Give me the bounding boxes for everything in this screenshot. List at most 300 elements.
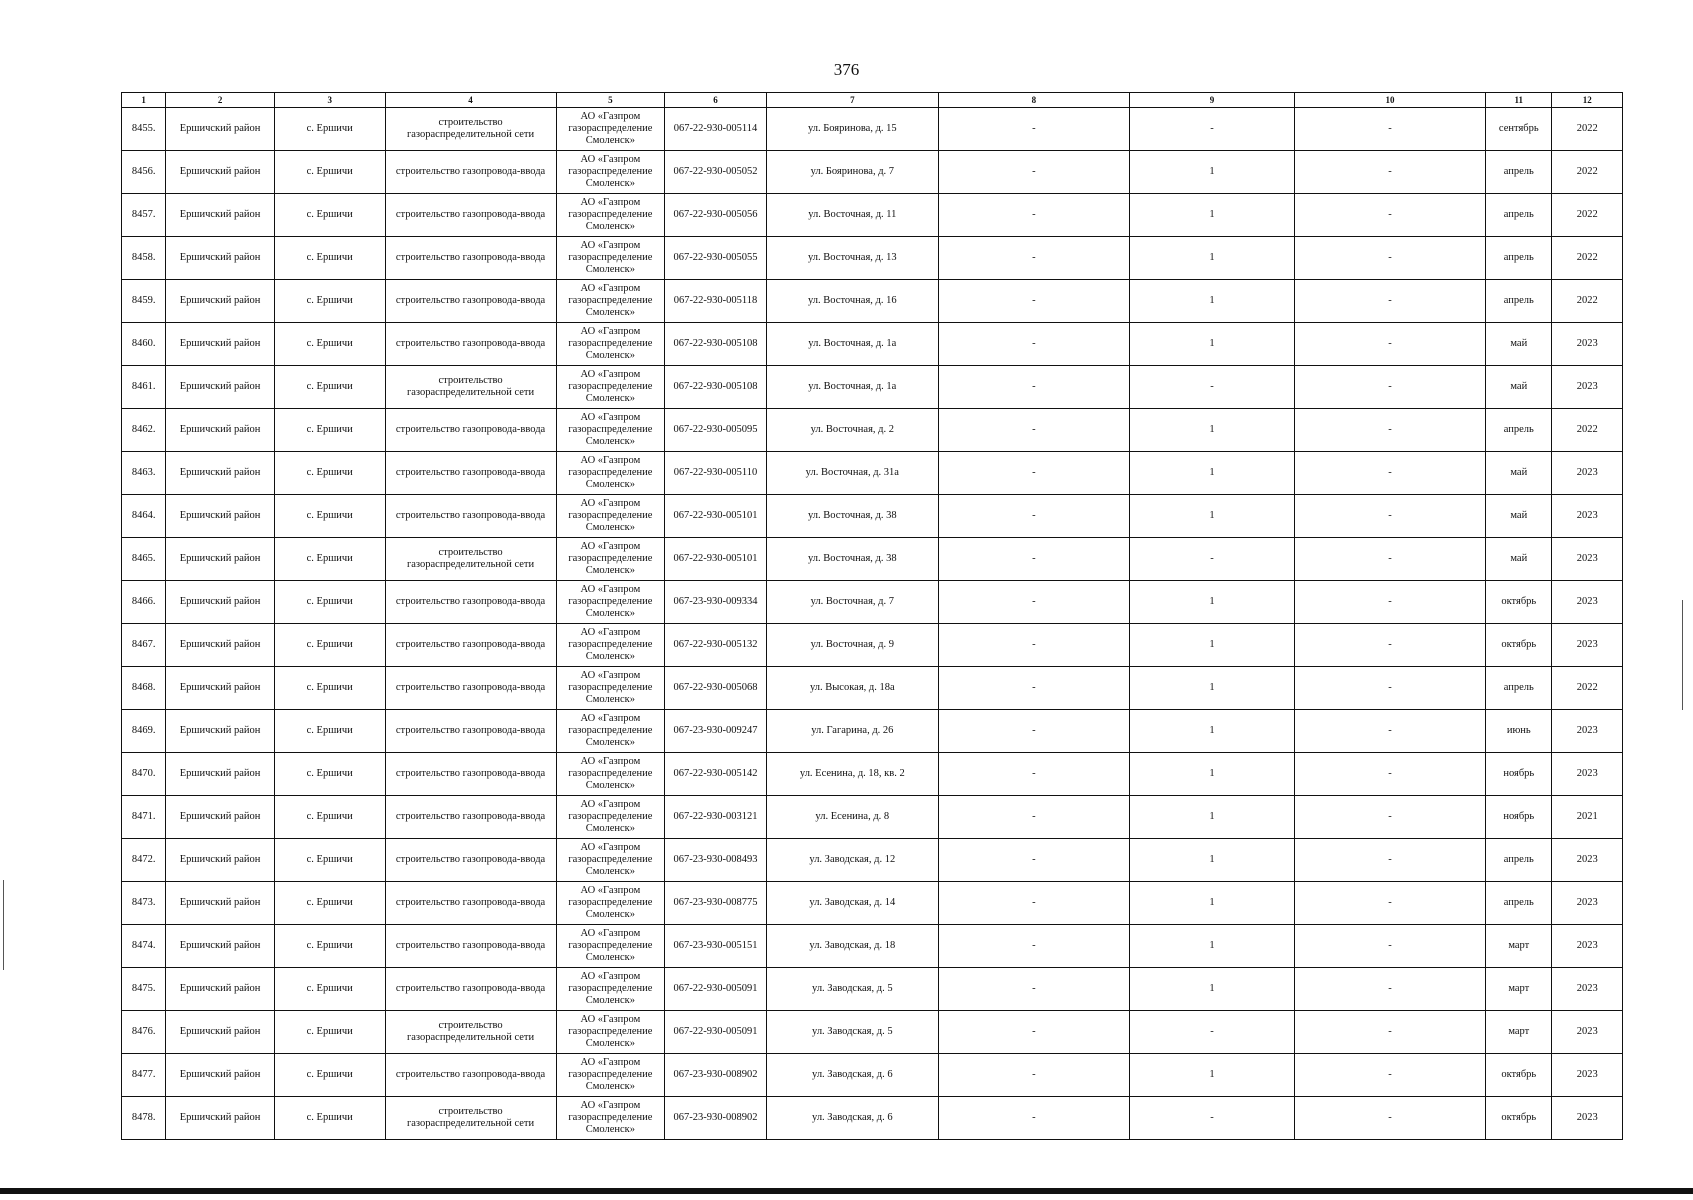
cell-code: 067-22-930-005118 [665, 280, 767, 323]
cell-company: АО «Газпром газораспределение Смоленск» [556, 667, 665, 710]
cell-address: ул. Восточная, д. 11 [766, 194, 938, 237]
cell-address: ул. Восточная, д. 1а [766, 366, 938, 409]
table-row [122, 968, 1623, 1011]
cell-col8: - [938, 753, 1129, 796]
cell-code: 067-22-930-005101 [665, 538, 767, 581]
cell-col10: - [1294, 839, 1485, 882]
cell-address: ул. Есенина, д. 8 [766, 796, 938, 839]
cell-district: Ершичский район [166, 796, 275, 839]
cell-work-type: строительство газопровода-ввода [385, 581, 556, 624]
cell-village: с. Ершичи [274, 237, 385, 280]
cell-code: 067-23-930-005151 [665, 925, 767, 968]
cell-col8: - [938, 882, 1129, 925]
cell-col10: - [1294, 1054, 1485, 1097]
cell-year: 2022 [1552, 237, 1623, 280]
column-header: 12 [1552, 93, 1623, 108]
cell-col9: 1 [1129, 323, 1294, 366]
cell-col9: - [1129, 1011, 1294, 1054]
column-header: 2 [166, 93, 275, 108]
cell-company: АО «Газпром газораспределение Смоленск» [556, 581, 665, 624]
cell-address: ул. Восточная, д. 38 [766, 538, 938, 581]
cell-code: 067-23-930-008902 [665, 1097, 767, 1140]
cell-col10: - [1294, 882, 1485, 925]
cell-address: ул. Восточная, д. 2 [766, 409, 938, 452]
table-row [122, 280, 1623, 323]
cell-year: 2022 [1552, 409, 1623, 452]
cell-district: Ершичский район [166, 323, 275, 366]
cell-company: АО «Газпром газораспределение Смоленск» [556, 495, 665, 538]
cell-work-type: строительство газопровода-ввода [385, 839, 556, 882]
cell-company: АО «Газпром газораспределение Смоленск» [556, 925, 665, 968]
cell-month: апрель [1486, 839, 1552, 882]
cell-col9: - [1129, 538, 1294, 581]
cell-code: 067-22-930-005056 [665, 194, 767, 237]
cell-company: АО «Газпром газораспределение Смоленск» [556, 839, 665, 882]
cell-work-type: строительство газопровода-ввода [385, 280, 556, 323]
cell-village: с. Ершичи [274, 753, 385, 796]
table-row [122, 581, 1623, 624]
registry-table [121, 92, 1623, 1140]
column-header: 8 [938, 93, 1129, 108]
cell-col10: - [1294, 108, 1485, 151]
table-row [122, 323, 1623, 366]
cell-col8: - [938, 667, 1129, 710]
table-row [122, 1011, 1623, 1054]
cell-col9: - [1129, 108, 1294, 151]
cell-work-type: строительство газопровода-ввода [385, 237, 556, 280]
cell-district: Ершичский район [166, 839, 275, 882]
cell-col9: 1 [1129, 151, 1294, 194]
cell-district: Ершичский район [166, 968, 275, 1011]
cell-village: с. Ершичи [274, 1097, 385, 1140]
cell-village: с. Ершичи [274, 624, 385, 667]
cell-year: 2023 [1552, 710, 1623, 753]
cell-address: ул. Восточная, д. 9 [766, 624, 938, 667]
cell-address: ул. Гагарина, д. 26 [766, 710, 938, 753]
cell-work-type: строительство газопровода-ввода [385, 882, 556, 925]
cell-district: Ершичский район [166, 108, 275, 151]
cell-village: с. Ершичи [274, 925, 385, 968]
cell-village: с. Ершичи [274, 151, 385, 194]
cell-village: с. Ершичи [274, 1054, 385, 1097]
cell-month: октябрь [1486, 1054, 1552, 1097]
cell-col8: - [938, 968, 1129, 1011]
cell-company: АО «Газпром газораспределение Смоленск» [556, 624, 665, 667]
cell-company: АО «Газпром газораспределение Смоленск» [556, 1011, 665, 1054]
cell-year: 2023 [1552, 581, 1623, 624]
cell-code: 067-22-930-005108 [665, 323, 767, 366]
cell-address: ул. Восточная, д. 38 [766, 495, 938, 538]
cell-village: с. Ершичи [274, 108, 385, 151]
cell-col9: 1 [1129, 882, 1294, 925]
cell-row-number: 8468. [122, 667, 166, 710]
cell-row-number: 8455. [122, 108, 166, 151]
cell-village: с. Ершичи [274, 667, 385, 710]
table-row [122, 882, 1623, 925]
cell-row-number: 8472. [122, 839, 166, 882]
cell-code: 067-23-930-008493 [665, 839, 767, 882]
cell-year: 2023 [1552, 538, 1623, 581]
column-header: 10 [1294, 93, 1485, 108]
cell-company: АО «Газпром газораспределение Смоленск» [556, 452, 665, 495]
cell-col9: 1 [1129, 452, 1294, 495]
cell-work-type: строительство газораспределительной сети [385, 366, 556, 409]
cell-col9: 1 [1129, 624, 1294, 667]
cell-col10: - [1294, 409, 1485, 452]
column-header: 3 [274, 93, 385, 108]
cell-col10: - [1294, 710, 1485, 753]
cell-year: 2023 [1552, 839, 1623, 882]
table-row [122, 1097, 1623, 1140]
cell-col10: - [1294, 753, 1485, 796]
cell-year: 2022 [1552, 194, 1623, 237]
cell-village: с. Ершичи [274, 323, 385, 366]
cell-company: АО «Газпром газораспределение Смоленск» [556, 796, 665, 839]
cell-village: с. Ершичи [274, 796, 385, 839]
cell-code: 067-23-930-008775 [665, 882, 767, 925]
column-header: 9 [1129, 93, 1294, 108]
table-row [122, 366, 1623, 409]
cell-month: июнь [1486, 710, 1552, 753]
cell-company: АО «Газпром газораспределение Смоленск» [556, 753, 665, 796]
cell-row-number: 8459. [122, 280, 166, 323]
cell-district: Ершичский район [166, 237, 275, 280]
cell-col8: - [938, 280, 1129, 323]
cell-code: 067-22-930-005068 [665, 667, 767, 710]
cell-company: АО «Газпром газораспределение Смоленск» [556, 323, 665, 366]
cell-company: АО «Газпром газораспределение Смоленск» [556, 108, 665, 151]
cell-village: с. Ершичи [274, 1011, 385, 1054]
cell-col9: 1 [1129, 495, 1294, 538]
table-row [122, 538, 1623, 581]
cell-row-number: 8461. [122, 366, 166, 409]
cell-district: Ершичский район [166, 409, 275, 452]
cell-col8: - [938, 538, 1129, 581]
table-row [122, 108, 1623, 151]
cell-village: с. Ершичи [274, 538, 385, 581]
cell-month: май [1486, 366, 1552, 409]
cell-col9: 1 [1129, 710, 1294, 753]
cell-row-number: 8471. [122, 796, 166, 839]
table-row [122, 495, 1623, 538]
cell-address: ул. Бояринова, д. 7 [766, 151, 938, 194]
cell-work-type: строительство газопровода-ввода [385, 710, 556, 753]
cell-address: ул. Восточная, д. 16 [766, 280, 938, 323]
cell-row-number: 8458. [122, 237, 166, 280]
cell-col10: - [1294, 1097, 1485, 1140]
column-number-row [122, 93, 1623, 108]
cell-code: 067-22-930-005055 [665, 237, 767, 280]
cell-year: 2023 [1552, 323, 1623, 366]
cell-col8: - [938, 1097, 1129, 1140]
cell-work-type: строительство газопровода-ввода [385, 1054, 556, 1097]
cell-address: ул. Восточная, д. 7 [766, 581, 938, 624]
cell-year: 2023 [1552, 452, 1623, 495]
cell-col10: - [1294, 796, 1485, 839]
cell-address: ул. Бояринова, д. 15 [766, 108, 938, 151]
cell-col9: 1 [1129, 753, 1294, 796]
cell-district: Ершичский район [166, 882, 275, 925]
registry-body [122, 108, 1623, 1140]
cell-month: май [1486, 538, 1552, 581]
page-number: 376 [833, 60, 860, 79]
cell-address: ул. Восточная, д. 13 [766, 237, 938, 280]
cell-year: 2023 [1552, 1054, 1623, 1097]
cell-code: 067-22-930-005095 [665, 409, 767, 452]
cell-month: сентябрь [1486, 108, 1552, 151]
cell-village: с. Ершичи [274, 882, 385, 925]
cell-year: 2023 [1552, 495, 1623, 538]
cell-col10: - [1294, 237, 1485, 280]
cell-code: 067-22-930-005091 [665, 1011, 767, 1054]
cell-col10: - [1294, 925, 1485, 968]
cell-district: Ершичский район [166, 452, 275, 495]
cell-month: апрель [1486, 237, 1552, 280]
cell-work-type: строительство газопровода-ввода [385, 624, 556, 667]
cell-month: апрель [1486, 667, 1552, 710]
cell-col10: - [1294, 452, 1485, 495]
cell-work-type: строительство газопровода-ввода [385, 753, 556, 796]
table-row [122, 151, 1623, 194]
cell-company: АО «Газпром газораспределение Смоленск» [556, 1097, 665, 1140]
cell-address: ул. Восточная, д. 1а [766, 323, 938, 366]
cell-address: ул. Заводская, д. 5 [766, 968, 938, 1011]
cell-code: 067-23-930-009334 [665, 581, 767, 624]
cell-row-number: 8474. [122, 925, 166, 968]
cell-col9: 1 [1129, 667, 1294, 710]
cell-col10: - [1294, 280, 1485, 323]
cell-col9: 1 [1129, 409, 1294, 452]
column-header: 4 [385, 93, 556, 108]
cell-company: АО «Газпром газораспределение Смоленск» [556, 1054, 665, 1097]
cell-work-type: строительство газопровода-ввода [385, 194, 556, 237]
cell-row-number: 8476. [122, 1011, 166, 1054]
cell-company: АО «Газпром газораспределение Смоленск» [556, 882, 665, 925]
cell-year: 2023 [1552, 624, 1623, 667]
table-row [122, 452, 1623, 495]
cell-col8: - [938, 366, 1129, 409]
cell-row-number: 8463. [122, 452, 166, 495]
cell-month: октябрь [1486, 581, 1552, 624]
cell-month: март [1486, 925, 1552, 968]
table-row [122, 710, 1623, 753]
cell-work-type: строительство газораспределительной сети [385, 1011, 556, 1054]
cell-address: ул. Заводская, д. 6 [766, 1054, 938, 1097]
table-row [122, 237, 1623, 280]
cell-code: 067-23-930-008902 [665, 1054, 767, 1097]
cell-month: ноябрь [1486, 753, 1552, 796]
cell-row-number: 8475. [122, 968, 166, 1011]
cell-month: октябрь [1486, 1097, 1552, 1140]
cell-col9: 1 [1129, 280, 1294, 323]
cell-district: Ершичский район [166, 581, 275, 624]
cell-code: 067-22-930-005110 [665, 452, 767, 495]
cell-village: с. Ершичи [274, 280, 385, 323]
cell-year: 2023 [1552, 1011, 1623, 1054]
cell-address: ул. Есенина, д. 18, кв. 2 [766, 753, 938, 796]
cell-work-type: строительство газораспределительной сети [385, 108, 556, 151]
cell-col8: - [938, 151, 1129, 194]
cell-month: май [1486, 452, 1552, 495]
cell-col10: - [1294, 194, 1485, 237]
cell-village: с. Ершичи [274, 839, 385, 882]
cell-year: 2021 [1552, 796, 1623, 839]
cell-address: ул. Заводская, д. 14 [766, 882, 938, 925]
cell-col8: - [938, 495, 1129, 538]
cell-col8: - [938, 108, 1129, 151]
cell-col9: - [1129, 1097, 1294, 1140]
cell-row-number: 8470. [122, 753, 166, 796]
cell-row-number: 8473. [122, 882, 166, 925]
cell-month: апрель [1486, 409, 1552, 452]
cell-district: Ершичский район [166, 495, 275, 538]
cell-code: 067-22-930-005052 [665, 151, 767, 194]
cell-village: с. Ершичи [274, 409, 385, 452]
cell-col10: - [1294, 495, 1485, 538]
cell-district: Ершичский район [166, 366, 275, 409]
cell-row-number: 8478. [122, 1097, 166, 1140]
cell-code: 067-22-930-005132 [665, 624, 767, 667]
cell-month: апрель [1486, 280, 1552, 323]
cell-village: с. Ершичи [274, 366, 385, 409]
cell-month: март [1486, 968, 1552, 1011]
cell-company: АО «Газпром газораспределение Смоленск» [556, 194, 665, 237]
cell-col10: - [1294, 151, 1485, 194]
cell-district: Ершичский район [166, 667, 275, 710]
cell-year: 2022 [1552, 151, 1623, 194]
cell-col10: - [1294, 1011, 1485, 1054]
cell-col9: 1 [1129, 839, 1294, 882]
cell-col9: 1 [1129, 796, 1294, 839]
cell-village: с. Ершичи [274, 968, 385, 1011]
cell-company: АО «Газпром газораспределение Смоленск» [556, 968, 665, 1011]
cell-year: 2023 [1552, 366, 1623, 409]
cell-month: апрель [1486, 151, 1552, 194]
cell-month: октябрь [1486, 624, 1552, 667]
cell-company: АО «Газпром газораспределение Смоленск» [556, 409, 665, 452]
table-row [122, 667, 1623, 710]
cell-col10: - [1294, 323, 1485, 366]
cell-row-number: 8456. [122, 151, 166, 194]
cell-row-number: 8464. [122, 495, 166, 538]
cell-village: с. Ершичи [274, 194, 385, 237]
column-header: 1 [122, 93, 166, 108]
table-row [122, 409, 1623, 452]
cell-district: Ершичский район [166, 151, 275, 194]
cell-district: Ершичский район [166, 1097, 275, 1140]
cell-code: 067-22-930-005114 [665, 108, 767, 151]
cell-work-type: строительство газопровода-ввода [385, 323, 556, 366]
column-header: 11 [1486, 93, 1552, 108]
cell-code: 067-22-930-005101 [665, 495, 767, 538]
cell-year: 2023 [1552, 1097, 1623, 1140]
cell-col9: 1 [1129, 237, 1294, 280]
cell-address: ул. Заводская, д. 18 [766, 925, 938, 968]
cell-district: Ершичский район [166, 538, 275, 581]
cell-col10: - [1294, 624, 1485, 667]
scan-edge-mark [1682, 600, 1683, 710]
cell-row-number: 8477. [122, 1054, 166, 1097]
cell-month: апрель [1486, 882, 1552, 925]
cell-row-number: 8466. [122, 581, 166, 624]
cell-district: Ершичский район [166, 1054, 275, 1097]
cell-col9: 1 [1129, 194, 1294, 237]
cell-company: АО «Газпром газораспределение Смоленск» [556, 280, 665, 323]
cell-col10: - [1294, 538, 1485, 581]
cell-row-number: 8462. [122, 409, 166, 452]
cell-district: Ершичский район [166, 925, 275, 968]
cell-work-type: строительство газопровода-ввода [385, 796, 556, 839]
cell-month: май [1486, 495, 1552, 538]
cell-company: АО «Газпром газораспределение Смоленск» [556, 538, 665, 581]
cell-col10: - [1294, 581, 1485, 624]
table-row [122, 796, 1623, 839]
cell-col8: - [938, 323, 1129, 366]
cell-col8: - [938, 237, 1129, 280]
column-header: 7 [766, 93, 938, 108]
cell-col8: - [938, 710, 1129, 753]
cell-col8: - [938, 925, 1129, 968]
table-row [122, 753, 1623, 796]
cell-district: Ершичский район [166, 710, 275, 753]
cell-col8: - [938, 1054, 1129, 1097]
cell-col10: - [1294, 366, 1485, 409]
cell-col8: - [938, 194, 1129, 237]
cell-row-number: 8460. [122, 323, 166, 366]
cell-address: ул. Высокая, д. 18а [766, 667, 938, 710]
cell-village: с. Ершичи [274, 495, 385, 538]
cell-row-number: 8465. [122, 538, 166, 581]
cell-col8: - [938, 581, 1129, 624]
cell-year: 2023 [1552, 753, 1623, 796]
cell-district: Ершичский район [166, 280, 275, 323]
cell-col8: - [938, 839, 1129, 882]
table-row [122, 1054, 1623, 1097]
cell-work-type: строительство газораспределительной сети [385, 1097, 556, 1140]
cell-row-number: 8467. [122, 624, 166, 667]
cell-code: 067-22-930-005142 [665, 753, 767, 796]
cell-month: март [1486, 1011, 1552, 1054]
cell-col8: - [938, 452, 1129, 495]
cell-col8: - [938, 1011, 1129, 1054]
cell-col9: - [1129, 366, 1294, 409]
cell-district: Ершичский район [166, 194, 275, 237]
cell-work-type: строительство газораспределительной сети [385, 538, 556, 581]
cell-month: май [1486, 323, 1552, 366]
cell-code: 067-23-930-009247 [665, 710, 767, 753]
cell-col9: 1 [1129, 968, 1294, 1011]
cell-work-type: строительство газопровода-ввода [385, 667, 556, 710]
cell-address: ул. Восточная, д. 31а [766, 452, 938, 495]
cell-col8: - [938, 409, 1129, 452]
cell-row-number: 8469. [122, 710, 166, 753]
scan-edge-mark [3, 880, 4, 970]
cell-address: ул. Заводская, д. 5 [766, 1011, 938, 1054]
cell-code: 067-22-930-003121 [665, 796, 767, 839]
cell-village: с. Ершичи [274, 581, 385, 624]
cell-district: Ершичский район [166, 753, 275, 796]
cell-col9: 1 [1129, 581, 1294, 624]
cell-village: с. Ершичи [274, 710, 385, 753]
cell-company: АО «Газпром газораспределение Смоленск» [556, 237, 665, 280]
cell-col10: - [1294, 667, 1485, 710]
table-row [122, 624, 1623, 667]
cell-col9: 1 [1129, 1054, 1294, 1097]
cell-col9: 1 [1129, 925, 1294, 968]
cell-year: 2022 [1552, 108, 1623, 151]
bottom-rule [0, 1188, 1693, 1194]
cell-year: 2023 [1552, 925, 1623, 968]
